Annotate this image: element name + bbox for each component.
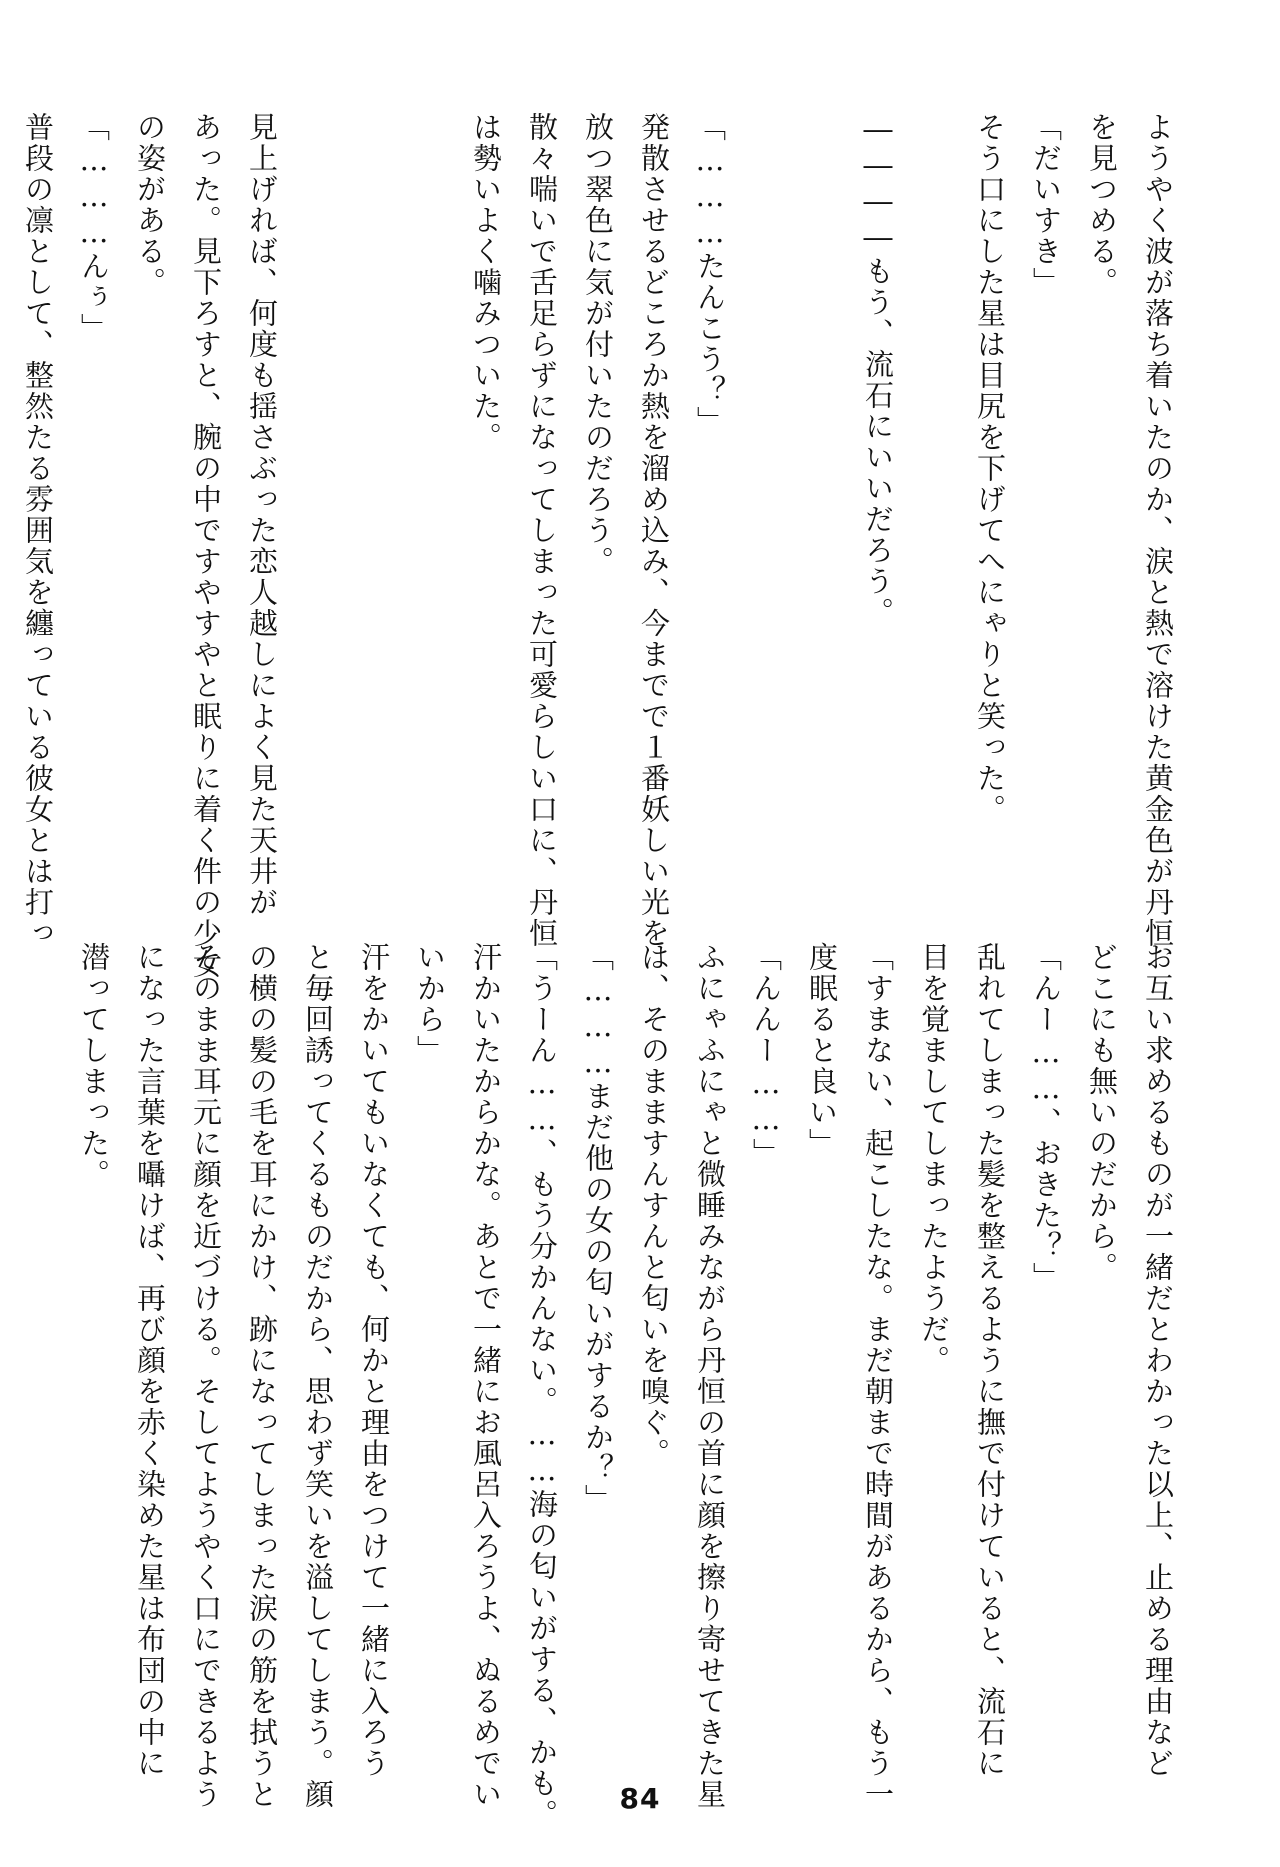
blank-line [10, 942, 66, 1672]
page-number: 84 [619, 1782, 661, 1815]
text-line [0, 112, 10, 872]
text-line: 度眠ると良い」 [805, 942, 839, 1159]
text-line: 「んんー……」 [749, 942, 783, 1169]
text-line: 潜ってしまった。 [77, 942, 111, 1190]
text-line: ――――もう、流石にいいだろう。 [861, 112, 895, 628]
text-line: 「………まだ他の女の匂いがするか？」 [581, 942, 615, 1515]
text-line: そう口にした星は目尻を下げてへにゃりと笑った。 [973, 112, 1007, 825]
text-line: になった言葉を囁けば、再び顔を赤く染めた星は布団の中に [133, 942, 167, 1779]
text-line: は、そのまますんすんと匂いを嗅ぐ。 [637, 942, 671, 1469]
text-line: 散々喘いで舌足らずになってしまった可愛らしい口に、丹恒 [525, 112, 559, 949]
text-line: ようやく波が落ち着いたのか、涙と熱で溶けた黄金色が丹恒 [1141, 112, 1175, 949]
text-line: 目を覚ましてしまったようだ。 [917, 942, 951, 1376]
text-line: の横の髪の毛を耳にかけ、跡になってしまった涙の筋を拭うと [245, 942, 279, 1810]
text-line: ふにゃふにゃと微睡みながら丹恒の首に顔を擦り寄せてきた星 [693, 942, 727, 1810]
text-line: 見上げれば、何度も揺さぶった恋人越しによく見た天井が [245, 112, 279, 918]
text-line: 放つ翠色に気が付いたのだろう。 [581, 112, 615, 577]
text-line: いから」 [413, 942, 447, 1066]
text-line: は勢いよく噛みついた。 [469, 112, 503, 453]
text-line: 「うーん……、もう分かんない。……海の匂いがする、かも。 [525, 942, 559, 1830]
text-line: 汗をかいてもいなくても、何かと理由をつけて一緒に入ろう [357, 942, 391, 1779]
blank-line [402, 112, 458, 872]
text-line: 「だいすき」 [1029, 112, 1063, 298]
text-line: お互い求めるものが一緒だとわかった以上、止める理由など [1141, 942, 1175, 1779]
blank-line [738, 112, 794, 872]
text-line: 普段の凛として、整然たる雰囲気を纏っている彼女とは打っ [21, 112, 55, 949]
text-line: 「んー……、おきた？」 [1029, 942, 1063, 1293]
text-line: 「………んぅ」 [77, 112, 111, 344]
text-line: を見つめる。 [1085, 112, 1119, 298]
text-line: と毎回誘ってくるものだから、思わず笑いを溢してしまう。顔 [301, 942, 335, 1810]
text-line: 「すまない、起こしたな。まだ朝まで時間があるから、もう一 [861, 942, 895, 1810]
blank-line [290, 112, 346, 872]
blank-line [794, 112, 850, 872]
top-text-block [21, 112, 1186, 980]
text-line: 「………たんこう？」 [693, 112, 727, 437]
text-line: 汗かいたからかな。あとで一緒にお風呂入ろうよ、ぬるめでい [469, 942, 503, 1810]
text-line: そのまま耳元に顔を近づける。そしてようやく口にできるよう [189, 942, 223, 1810]
text-line: 乱れてしまった髪を整えるように撫で付けていると、流石に [973, 942, 1007, 1779]
blank-line [346, 112, 402, 872]
text-line: あった。見下ろすと、腕の中ですやすやと眠りに着く件の少女 [189, 112, 223, 980]
blank-line [0, 942, 10, 1672]
text-line: の姿がある。 [133, 112, 167, 298]
blank-line [906, 112, 962, 872]
text-line: どこにも無いのだから。 [1085, 942, 1119, 1283]
text-line: 発散させるどころか熱を溜め込み、今までで１番妖しい光を [637, 112, 671, 949]
